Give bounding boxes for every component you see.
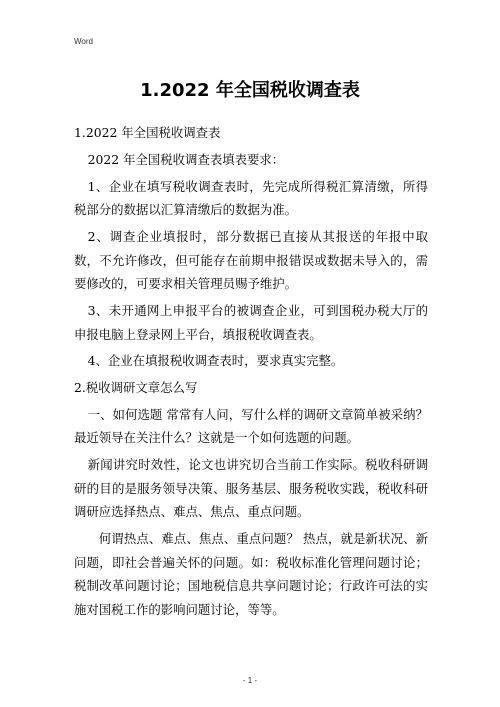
paragraph-heading-2: 2.税收调研文章怎么写 bbox=[74, 380, 198, 396]
paragraph-requirement-1: 1、企业在填写税收调查表时，先完成所得税汇算清缴，所得税部分的数据以汇算清缴后的数据为准。 bbox=[74, 178, 428, 218]
paragraph-requirements-intro: 2022 年全国税收调查表填表要求： bbox=[87, 151, 285, 167]
paragraph-topic-selection: 一、如何选题 常常有人问，写什么样的调研文章简单被采纳？最近领导在关注什么？这就是一个如何选题的问题。 bbox=[74, 406, 428, 446]
paragraph-timeliness: 新闻讲究时效性，论文也讲究切合当前工作实际。税收科研调研的目的是服务领导决策、服务基层、服务税收实践，税收科研调研应选择热点、难点、焦点、重点问题。 bbox=[74, 457, 428, 520]
document-title: 1.2022 年全国税收调查表 bbox=[140, 80, 360, 101]
paragraph-requirement-3: 3、未开通网上申报平台的被调查企业，可到国税办税大厅的申报电脑上登录网上平台，填报税收调查表。 bbox=[74, 302, 428, 342]
header-label: Word bbox=[74, 37, 93, 46]
paragraph-requirement-2: 2、调查企业填报时，部分数据已直接从其报送的年报中取数，不允许修改，但可能存在前期申报错误或数据未导入的，需要修改的，可要求相关管理员赐予维护。 bbox=[74, 228, 428, 292]
page-number: - 1 - bbox=[242, 676, 258, 685]
paragraph-heading-1: 1.2022 年全国税收调查表 bbox=[74, 125, 221, 140]
paragraph-requirement-4: 4、企业在填报税收调查表时，要求真实完整。 bbox=[87, 353, 344, 369]
paragraph-hot-issues: 何谓热点、难点、焦点、重点问题？ 热点，就是新状况、新问题，即社会普遍关怀的问题。如：税收标准化管理问题讨论；税制改革问题讨论；国地税信息共享问题讨论；行政许可法的实施对国税工作的影响问题讨论，等等。 bbox=[74, 531, 428, 617]
document-body bbox=[74, 121, 428, 625]
